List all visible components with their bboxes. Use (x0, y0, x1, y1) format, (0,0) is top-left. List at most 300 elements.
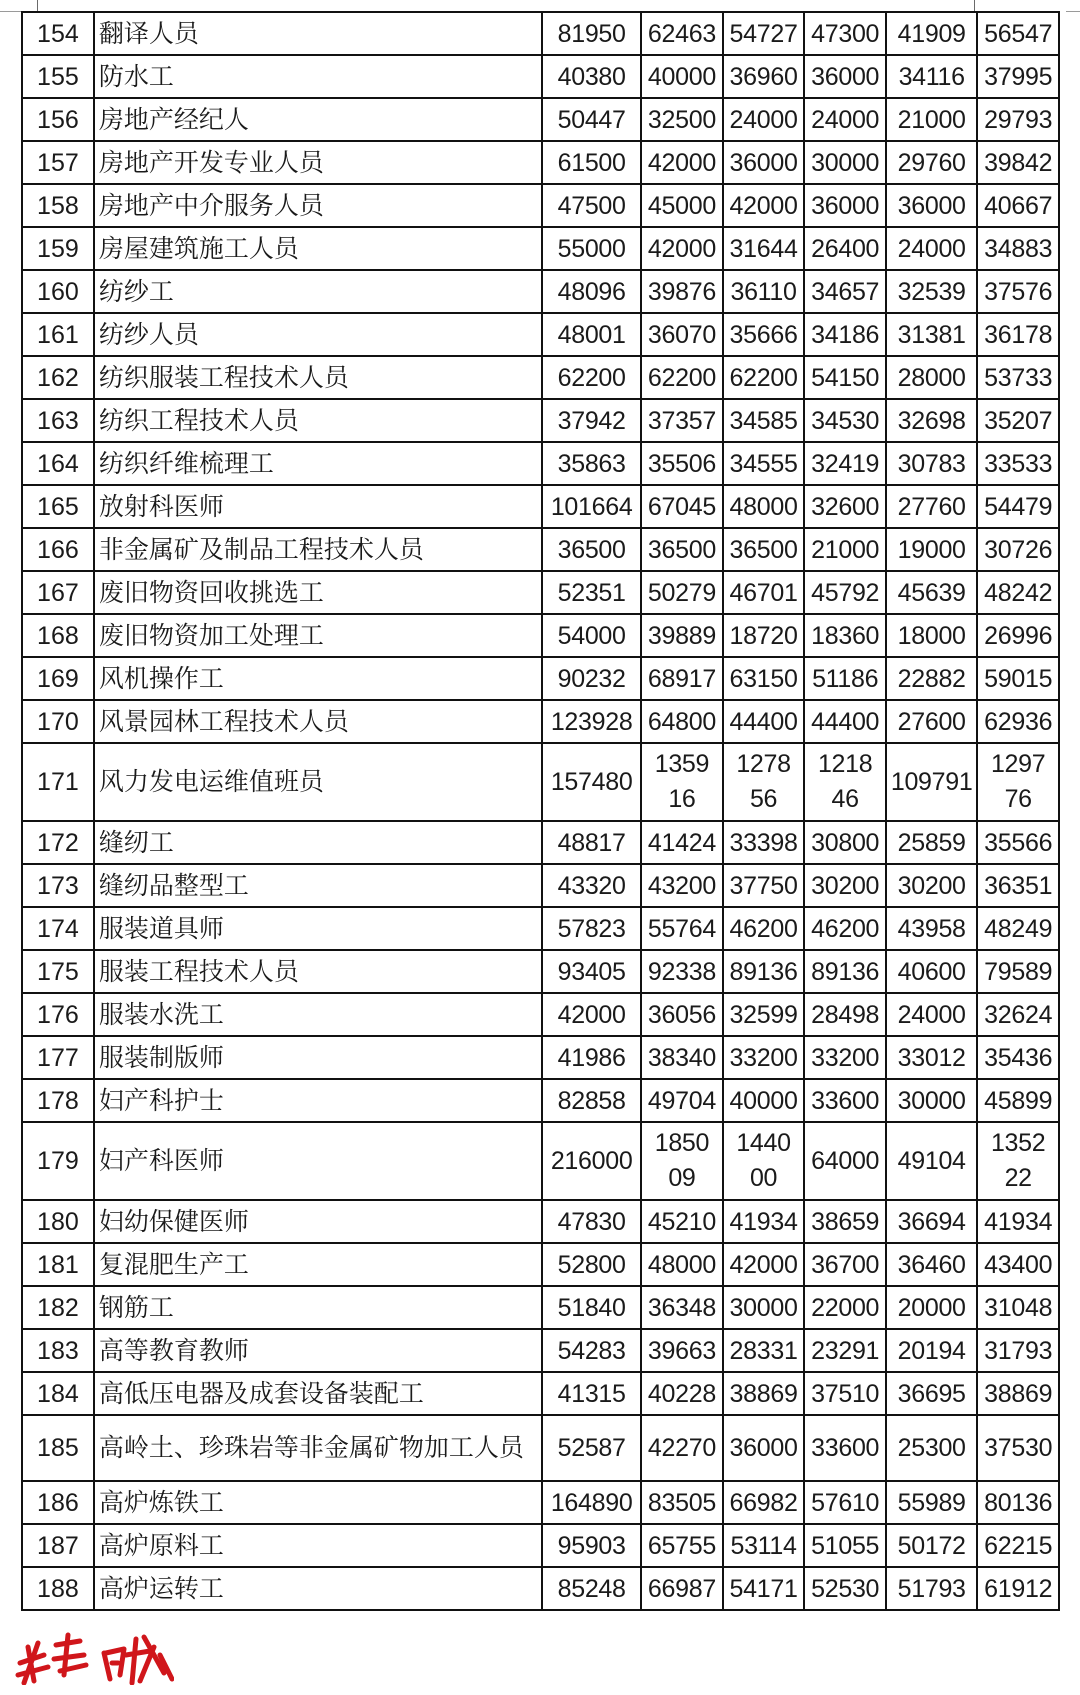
table-row (22, 55, 1059, 98)
wage-p10-cell: 28000 (886, 356, 977, 399)
wage-p75-cell: 92338 (641, 950, 723, 993)
occupation-name-cell: 妇产科医师 (94, 1122, 542, 1200)
wage-p90-cell: 90232 (542, 657, 641, 700)
wage-p25-cell: 28498 (804, 993, 886, 1036)
wage-average-cell: 35207 (977, 399, 1059, 442)
occupation-name-cell: 高等教育教师 (94, 1329, 542, 1372)
wage-p75-cell: 48000 (641, 1243, 723, 1286)
wage-p75-cell: 66987 (641, 1567, 723, 1610)
table-row (22, 184, 1059, 227)
wage-average-cell: 41934 (977, 1200, 1059, 1243)
wage-p25-cell: 21000 (804, 528, 886, 571)
wage-p75-cell: 39663 (641, 1329, 723, 1372)
row-index-cell: 169 (22, 657, 94, 700)
table-row (22, 485, 1059, 528)
row-index-cell: 156 (22, 98, 94, 141)
occupation-name-cell: 废旧物资回收挑选工 (94, 571, 542, 614)
wage-p50-cell: 54727 (723, 12, 805, 55)
wage-p75-cell: 35506 (641, 442, 723, 485)
wage-p50-cell: 53114 (723, 1524, 805, 1567)
wage-p10-cell: 20000 (886, 1286, 977, 1329)
occupation-name-cell: 翻译人员 (94, 12, 542, 55)
wage-average-cell: 30726 (977, 528, 1059, 571)
wage-p75-cell: 45000 (641, 184, 723, 227)
wage-average-cell: 40667 (977, 184, 1059, 227)
row-index-cell: 180 (22, 1200, 94, 1243)
wage-p90-cell: 51840 (542, 1286, 641, 1329)
wage-p90-cell: 35863 (542, 442, 641, 485)
table-row (22, 743, 1059, 821)
row-index-cell: 167 (22, 571, 94, 614)
wage-p75-cell: 36070 (641, 313, 723, 356)
occupation-name-cell: 纺纱人员 (94, 313, 542, 356)
occupation-name-cell: 服装制版师 (94, 1036, 542, 1079)
occupation-name-cell: 高炉运转工 (94, 1567, 542, 1610)
table-row (22, 1481, 1059, 1524)
row-index-cell: 187 (22, 1524, 94, 1567)
occupation-name-cell: 房地产开发专业人员 (94, 141, 542, 184)
row-index-cell: 163 (22, 399, 94, 442)
wage-p90-cell: 54000 (542, 614, 641, 657)
wage-p75-cell: 40000 (641, 55, 723, 98)
table-row (22, 1567, 1059, 1610)
occupation-name-cell: 防水工 (94, 55, 542, 98)
wage-p10-cell: 24000 (886, 993, 977, 1036)
wage-p10-cell: 18000 (886, 614, 977, 657)
table-row (22, 657, 1059, 700)
wage-p50-cell: 36500 (723, 528, 805, 571)
occupation-name-cell: 钢筋工 (94, 1286, 542, 1329)
wage-p75-cell: 40228 (641, 1372, 723, 1415)
row-index-cell: 175 (22, 950, 94, 993)
wage-p25-cell: 30800 (804, 821, 886, 864)
wage-p90-cell: 61500 (542, 141, 641, 184)
wage-p10-cell: 27600 (886, 700, 977, 743)
wage-p90-cell: 54283 (542, 1329, 641, 1372)
wage-p75-cell: 42000 (641, 227, 723, 270)
wage-p75-cell: 64800 (641, 700, 723, 743)
wage-p90-cell: 85248 (542, 1567, 641, 1610)
row-index-cell: 179 (22, 1122, 94, 1200)
wage-p10-cell: 29760 (886, 141, 977, 184)
row-index-cell: 160 (22, 270, 94, 313)
wage-p50-cell: 31644 (723, 227, 805, 270)
wage-p75-cell: 62463 (641, 12, 723, 55)
row-index-cell: 171 (22, 743, 94, 821)
occupation-name-cell: 纺织服装工程技术人员 (94, 356, 542, 399)
wage-p25-cell: 36700 (804, 1243, 886, 1286)
table-row (22, 270, 1059, 313)
table-row (22, 821, 1059, 864)
wage-average-cell: 43400 (977, 1243, 1059, 1286)
wage-average-cell: 36351 (977, 864, 1059, 907)
row-index-cell: 174 (22, 907, 94, 950)
wage-p10-cell: 36460 (886, 1243, 977, 1286)
wage-p75-cell (641, 743, 723, 821)
occupation-name-cell: 复混肥生产工 (94, 1243, 542, 1286)
wage-p10-cell: 36000 (886, 184, 977, 227)
wage-p25-cell: 54150 (804, 356, 886, 399)
occupation-name-cell: 风力发电运维值班员 (94, 743, 542, 821)
table-row (22, 227, 1059, 270)
wage-p25-cell: 32419 (804, 442, 886, 485)
occupation-name-cell: 高炉原料工 (94, 1524, 542, 1567)
row-index-cell: 166 (22, 528, 94, 571)
occupation-name-cell: 高低压电器及成套设备装配工 (94, 1372, 542, 1415)
occupation-name-cell: 服装工程技术人员 (94, 950, 542, 993)
wage-p10-cell: 25300 (886, 1415, 977, 1481)
wage-p90-cell: 164890 (542, 1481, 641, 1524)
table-row (22, 1286, 1059, 1329)
wage-p10-cell: 30200 (886, 864, 977, 907)
wage-p25-cell: 30200 (804, 864, 886, 907)
wage-average-cell: 33533 (977, 442, 1059, 485)
wage-p50-cell: 89136 (723, 950, 805, 993)
wage-p50-cell: 54171 (723, 1567, 805, 1610)
wage-average-cell: 37530 (977, 1415, 1059, 1481)
wage-average-cell: 34883 (977, 227, 1059, 270)
table-row (22, 1372, 1059, 1415)
wage-p25-cell: 57610 (804, 1481, 886, 1524)
wage-p75-cell (641, 1122, 723, 1200)
wage-p25-cell: 32600 (804, 485, 886, 528)
wage-p25-cell: 89136 (804, 950, 886, 993)
wage-p25-cell: 47300 (804, 12, 886, 55)
wage-p75-cell: 41424 (641, 821, 723, 864)
row-index-cell: 161 (22, 313, 94, 356)
row-index-cell: 165 (22, 485, 94, 528)
wage-p10-cell: 43958 (886, 907, 977, 950)
wage-table (21, 11, 1060, 1611)
wage-p50-cell: 48000 (723, 485, 805, 528)
table-row (22, 1243, 1059, 1286)
wage-p10-cell: 30000 (886, 1079, 977, 1122)
table-row (22, 12, 1059, 55)
table-row (22, 571, 1059, 614)
wage-p50-cell: 30000 (723, 1286, 805, 1329)
occupation-name-cell: 废旧物资加工处理工 (94, 614, 542, 657)
wage-p25-cell: 38659 (804, 1200, 886, 1243)
wage-p50-cell: 33200 (723, 1036, 805, 1079)
wage-p25-cell: 36000 (804, 184, 886, 227)
wage-p10-cell: 50172 (886, 1524, 977, 1567)
wage-p50-cell (723, 743, 805, 821)
wage-average-cell: 45899 (977, 1079, 1059, 1122)
wage-p10-cell: 55989 (886, 1481, 977, 1524)
wage-average-cell: 29793 (977, 98, 1059, 141)
wrapped-number: 121846 (817, 750, 873, 813)
wage-p50-cell: 33398 (723, 821, 805, 864)
wage-average-cell (977, 743, 1059, 821)
occupation-name-cell: 妇产科护士 (94, 1079, 542, 1122)
wage-p10-cell: 27760 (886, 485, 977, 528)
occupation-name-cell: 非金属矿及制品工程技术人员 (94, 528, 542, 571)
wage-average-cell: 54479 (977, 485, 1059, 528)
row-index-cell: 168 (22, 614, 94, 657)
wage-p75-cell: 37357 (641, 399, 723, 442)
wage-p90-cell: 52800 (542, 1243, 641, 1286)
wage-p50-cell: 36960 (723, 55, 805, 98)
wage-p50-cell: 42000 (723, 1243, 805, 1286)
row-index-cell: 155 (22, 55, 94, 98)
wage-p90-cell: 93405 (542, 950, 641, 993)
wage-p75-cell: 43200 (641, 864, 723, 907)
wrapped-number: 135916 (654, 750, 710, 813)
wage-p10-cell: 24000 (886, 227, 977, 270)
wage-p10-cell: 45639 (886, 571, 977, 614)
wage-p75-cell: 49704 (641, 1079, 723, 1122)
wage-p10-cell: 19000 (886, 528, 977, 571)
wage-p75-cell: 83505 (641, 1481, 723, 1524)
wage-p25-cell: 34186 (804, 313, 886, 356)
table-row (22, 1079, 1059, 1122)
wage-p90-cell: 57823 (542, 907, 641, 950)
occupation-name-cell: 风机操作工 (94, 657, 542, 700)
wage-p10-cell: 31381 (886, 313, 977, 356)
wage-p25-cell: 23291 (804, 1329, 886, 1372)
table-row (22, 1415, 1059, 1481)
wage-p75-cell: 45210 (641, 1200, 723, 1243)
wage-p75-cell: 32500 (641, 98, 723, 141)
table-row (22, 993, 1059, 1036)
wage-p75-cell: 50279 (641, 571, 723, 614)
wage-average-cell: 56547 (977, 12, 1059, 55)
wage-p25-cell: 22000 (804, 1286, 886, 1329)
row-index-cell: 158 (22, 184, 94, 227)
wage-p10-cell: 33012 (886, 1036, 977, 1079)
row-index-cell: 182 (22, 1286, 94, 1329)
wage-average-cell: 48242 (977, 571, 1059, 614)
wage-p10-cell: 40600 (886, 950, 977, 993)
wage-p25-cell: 46200 (804, 907, 886, 950)
wage-p50-cell: 35666 (723, 313, 805, 356)
wage-p25-cell: 36000 (804, 55, 886, 98)
occupation-name-cell: 纺织纤维梳理工 (94, 442, 542, 485)
wage-p75-cell: 36056 (641, 993, 723, 1036)
wage-p90-cell: 55000 (542, 227, 641, 270)
wage-p75-cell: 39889 (641, 614, 723, 657)
wage-p25-cell: 18360 (804, 614, 886, 657)
wage-average-cell: 26996 (977, 614, 1059, 657)
wage-p90-cell: 82858 (542, 1079, 641, 1122)
row-index-cell: 186 (22, 1481, 94, 1524)
wage-p10-cell: 32698 (886, 399, 977, 442)
wage-average-cell: 38869 (977, 1372, 1059, 1415)
table-row (22, 907, 1059, 950)
wage-average-cell: 31793 (977, 1329, 1059, 1372)
wage-p90-cell: 52587 (542, 1415, 641, 1481)
occupation-name-cell: 放射科医师 (94, 485, 542, 528)
row-index-cell: 159 (22, 227, 94, 270)
table-row (22, 442, 1059, 485)
wage-p75-cell: 42000 (641, 141, 723, 184)
wage-average-cell: 37995 (977, 55, 1059, 98)
wage-p75-cell: 38340 (641, 1036, 723, 1079)
wage-p10-cell: 22882 (886, 657, 977, 700)
wage-average-cell: 62215 (977, 1524, 1059, 1567)
row-index-cell: 162 (22, 356, 94, 399)
wage-p90-cell: 123928 (542, 700, 641, 743)
table-row (22, 98, 1059, 141)
wage-p50-cell: 44400 (723, 700, 805, 743)
wage-p50-cell: 63150 (723, 657, 805, 700)
wage-average-cell: 37576 (977, 270, 1059, 313)
wage-p25-cell: 33600 (804, 1415, 886, 1481)
occupation-name-cell: 房地产中介服务人员 (94, 184, 542, 227)
wage-p75-cell: 39876 (641, 270, 723, 313)
wage-p10-cell: 36695 (886, 1372, 977, 1415)
table-row (22, 528, 1059, 571)
wage-p25-cell: 52530 (804, 1567, 886, 1610)
table-body (22, 12, 1059, 1610)
newspaper-watermark-logo (14, 1625, 174, 1685)
table-row (22, 1524, 1059, 1567)
wage-p90-cell: 101664 (542, 485, 641, 528)
wage-p10-cell: 21000 (886, 98, 977, 141)
wage-p50-cell: 42000 (723, 184, 805, 227)
table-row (22, 313, 1059, 356)
wage-p50-cell: 36110 (723, 270, 805, 313)
wage-average-cell: 35436 (977, 1036, 1059, 1079)
table-row (22, 1122, 1059, 1200)
occupation-name-cell: 高岭土、珍珠岩等非金属矿物加工人员 (94, 1415, 542, 1481)
wage-p75-cell: 36500 (641, 528, 723, 571)
wrapped-number: 129776 (990, 750, 1046, 813)
wage-p10-cell: 25859 (886, 821, 977, 864)
table-row (22, 864, 1059, 907)
wrapped-number: 185009 (654, 1129, 710, 1192)
page-edge-line (1066, 11, 1080, 12)
row-index-cell: 185 (22, 1415, 94, 1481)
wage-p90-cell: 41315 (542, 1372, 641, 1415)
wage-p25-cell: 34530 (804, 399, 886, 442)
row-index-cell: 176 (22, 993, 94, 1036)
wage-p25-cell: 37510 (804, 1372, 886, 1415)
wage-average-cell: 39842 (977, 141, 1059, 184)
row-index-cell: 184 (22, 1372, 94, 1415)
page-edge-line (0, 11, 22, 12)
page-edge-line (974, 0, 975, 11)
wage-p50-cell: 36000 (723, 141, 805, 184)
wage-p50-cell: 66982 (723, 1481, 805, 1524)
wage-p75-cell: 68917 (641, 657, 723, 700)
wage-average-cell: 79589 (977, 950, 1059, 993)
wage-p50-cell: 41934 (723, 1200, 805, 1243)
occupation-name-cell: 缝纫工 (94, 821, 542, 864)
wage-p90-cell: 216000 (542, 1122, 641, 1200)
wage-p90-cell: 42000 (542, 993, 641, 1036)
page-edge-line (37, 0, 38, 11)
row-index-cell: 173 (22, 864, 94, 907)
row-index-cell: 170 (22, 700, 94, 743)
wage-p90-cell: 40380 (542, 55, 641, 98)
occupation-name-cell: 房屋建筑施工人员 (94, 227, 542, 270)
wage-average-cell: 61912 (977, 1567, 1059, 1610)
wage-p50-cell (723, 1122, 805, 1200)
row-index-cell: 188 (22, 1567, 94, 1610)
row-index-cell: 181 (22, 1243, 94, 1286)
wage-p90-cell: 47830 (542, 1200, 641, 1243)
wage-p90-cell: 43320 (542, 864, 641, 907)
row-index-cell: 177 (22, 1036, 94, 1079)
table-row (22, 1329, 1059, 1372)
table-row (22, 356, 1059, 399)
wage-p50-cell: 37750 (723, 864, 805, 907)
wage-p25-cell: 34657 (804, 270, 886, 313)
occupation-name-cell: 缝纫品整型工 (94, 864, 542, 907)
row-index-cell: 164 (22, 442, 94, 485)
row-index-cell: 157 (22, 141, 94, 184)
occupation-name-cell: 服装道具师 (94, 907, 542, 950)
occupation-name-cell: 妇幼保健医师 (94, 1200, 542, 1243)
wage-p90-cell: 48001 (542, 313, 641, 356)
wage-p10-cell: 32539 (886, 270, 977, 313)
wage-p10-cell: 109791 (886, 743, 977, 821)
wage-p50-cell: 32599 (723, 993, 805, 1036)
wage-p50-cell: 40000 (723, 1079, 805, 1122)
wage-p10-cell: 51793 (886, 1567, 977, 1610)
wage-p90-cell: 62200 (542, 356, 641, 399)
wage-p50-cell: 28331 (723, 1329, 805, 1372)
wage-p25-cell: 33600 (804, 1079, 886, 1122)
wage-p25-cell: 30000 (804, 141, 886, 184)
row-index-cell: 172 (22, 821, 94, 864)
wage-average-cell: 62936 (977, 700, 1059, 743)
wage-p50-cell: 34585 (723, 399, 805, 442)
occupation-name-cell: 房地产经纪人 (94, 98, 542, 141)
wage-p90-cell: 41986 (542, 1036, 641, 1079)
wage-p75-cell: 62200 (641, 356, 723, 399)
occupation-name-cell: 服装水洗工 (94, 993, 542, 1036)
table-row (22, 1036, 1059, 1079)
wage-p50-cell: 34555 (723, 442, 805, 485)
wage-p50-cell: 38869 (723, 1372, 805, 1415)
wage-p25-cell: 64000 (804, 1122, 886, 1200)
wage-p50-cell: 62200 (723, 356, 805, 399)
wrapped-number: 135222 (990, 1129, 1046, 1192)
wage-p50-cell: 24000 (723, 98, 805, 141)
wage-p90-cell: 157480 (542, 743, 641, 821)
table-row (22, 950, 1059, 993)
wage-p25-cell (804, 743, 886, 821)
table-row (22, 399, 1059, 442)
wage-p25-cell: 51186 (804, 657, 886, 700)
wage-p25-cell: 33200 (804, 1036, 886, 1079)
wage-average-cell: 59015 (977, 657, 1059, 700)
table-row (22, 700, 1059, 743)
wage-p25-cell: 45792 (804, 571, 886, 614)
wage-average-cell: 80136 (977, 1481, 1059, 1524)
wrapped-number: 144000 (736, 1129, 791, 1192)
wage-p90-cell: 36500 (542, 528, 641, 571)
wage-p90-cell: 48096 (542, 270, 641, 313)
wage-p90-cell: 37942 (542, 399, 641, 442)
wage-average-cell: 53733 (977, 356, 1059, 399)
wage-average-cell: 32624 (977, 993, 1059, 1036)
wage-average-cell: 35566 (977, 821, 1059, 864)
wage-average-cell: 31048 (977, 1286, 1059, 1329)
wage-p50-cell: 36000 (723, 1415, 805, 1481)
wage-p75-cell: 65755 (641, 1524, 723, 1567)
wage-p75-cell: 67045 (641, 485, 723, 528)
wage-p10-cell: 36694 (886, 1200, 977, 1243)
wage-p75-cell: 42270 (641, 1415, 723, 1481)
table-row (22, 614, 1059, 657)
wage-p90-cell: 95903 (542, 1524, 641, 1567)
wrapped-number: 127856 (736, 750, 791, 813)
wage-p25-cell: 44400 (804, 700, 886, 743)
wage-p50-cell: 46200 (723, 907, 805, 950)
